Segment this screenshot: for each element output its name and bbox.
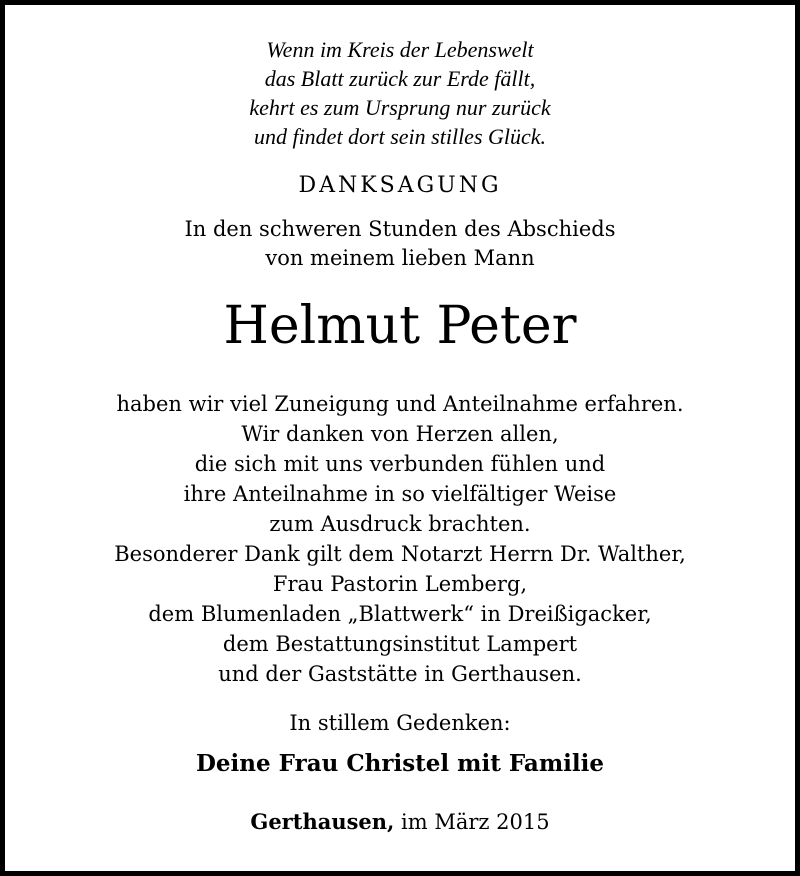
body-line: dem Blumenladen „Blattwerk“ in Dreißigacker, xyxy=(148,602,652,626)
intro-line: von meinem lieben Mann xyxy=(265,246,535,270)
poem-line: Wenn im Kreis der Lebenswelt xyxy=(266,37,534,62)
poem-line: kehrt es zum Ursprung nur zurück xyxy=(249,95,551,120)
body-line: Frau Pastorin Lemberg, xyxy=(272,572,528,596)
closing-text: In stillem Gedenken: xyxy=(289,711,511,735)
poem xyxy=(5,35,795,151)
body-line: zum Ausdruck brachten. xyxy=(269,512,531,536)
intro-text xyxy=(5,215,795,273)
body-text xyxy=(5,389,795,689)
deceased-name: Helmut Peter xyxy=(223,296,577,356)
notice-heading: DANKSAGUNG xyxy=(298,173,502,198)
body-line: die sich mit uns verbunden fühlen und xyxy=(194,452,606,476)
body-line: und der Gaststätte in Gerthausen. xyxy=(218,662,582,686)
body-line: Besonderer Dank gilt dem Notarzt Herrn Dr. Walther, xyxy=(114,542,686,566)
place-name: Gerthausen, xyxy=(250,809,395,834)
date-text: im März 2015 xyxy=(401,810,550,834)
body-line: haben wir viel Zuneigung und Anteilnahme erfahren. xyxy=(116,392,684,416)
intro-line: In den schweren Stunden des Abschieds xyxy=(184,217,616,241)
body-line: dem Bestattungsinstitut Lampert xyxy=(222,632,578,656)
poem-line: und findet dort sein stilles Glück. xyxy=(253,124,547,149)
signature: Deine Frau Christel mit Familie xyxy=(195,750,605,777)
poem-line: das Blatt zurück zur Erde fällt, xyxy=(264,66,536,91)
body-line: Wir danken von Herzen allen, xyxy=(241,422,559,446)
place-date xyxy=(5,807,795,837)
body-line: ihre Anteilnahme in so vielfältiger Weise xyxy=(183,482,617,506)
